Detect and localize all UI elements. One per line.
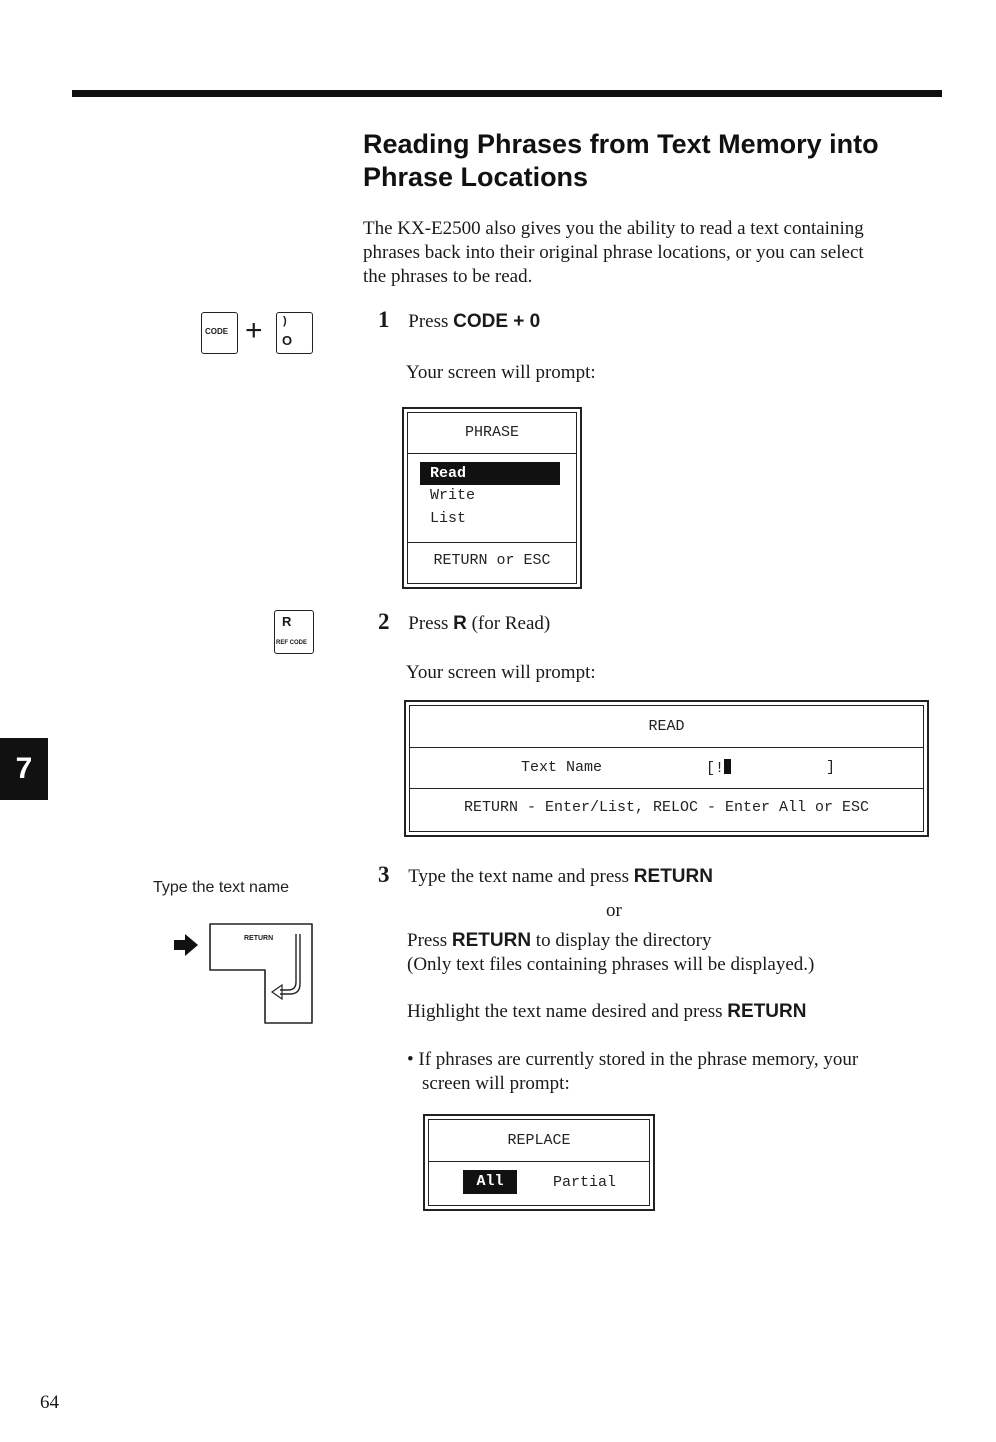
step-key: RETURN — [451, 930, 532, 951]
intro-line: The KX-E2500 also gives you the ability to read a text containing — [363, 218, 864, 239]
bullet-note-line-2: screen will prompt: — [422, 1073, 570, 1094]
intro-line: the phrases to be read. — [363, 266, 533, 287]
side-note: Type the text name — [153, 879, 290, 896]
r-key-icon — [274, 610, 314, 654]
text-name-input[interactable] — [706, 759, 731, 777]
step-number: 2 — [378, 609, 390, 634]
read-screen-field-row — [410, 748, 923, 789]
step-3-line-2 — [407, 929, 712, 953]
menu-item-list[interactable]: List — [430, 510, 467, 527]
replace-screen — [423, 1114, 655, 1211]
step-2 — [378, 610, 550, 636]
read-screen — [404, 700, 929, 837]
bracket-open: [! — [706, 760, 725, 777]
title-line-2: Phrase Locations — [363, 162, 589, 192]
page-title — [363, 128, 953, 194]
cursor-icon — [724, 759, 731, 774]
step-3-line-3: (Only text files containing phrases will be displayed.) — [407, 954, 815, 975]
read-screen-title: READ — [410, 706, 923, 748]
step-key: RETURN — [727, 1001, 807, 1022]
phrase-menu-footer: RETURN or ESC — [433, 552, 551, 569]
r-key-bottom-label: REF CODE — [276, 640, 308, 646]
step-1-prompt: Your screen will prompt: — [406, 362, 596, 383]
phrase-menu-screen — [402, 407, 582, 589]
step-key-combo: CODE + 0 — [453, 311, 541, 332]
step-text: Press — [407, 930, 448, 951]
intro-paragraph — [363, 217, 953, 289]
step-1 — [378, 308, 540, 334]
step-number: 1 — [378, 307, 390, 332]
arrow-right-icon — [172, 933, 200, 957]
option-all[interactable]: All — [463, 1170, 517, 1194]
step-key: R — [453, 613, 467, 634]
zero-key-top-label: ) — [283, 315, 287, 327]
menu-item-read[interactable]: Read — [420, 462, 560, 485]
bullet-note — [407, 1048, 858, 1072]
or-text: or — [606, 900, 622, 921]
step-text: Type the text name and press — [408, 866, 630, 887]
step-text: Highlight the text name desired and press — [407, 1001, 723, 1022]
bullet-text: If phrases are currently stored in the phrase memory, your — [418, 1049, 859, 1070]
step-text: to display the directory — [535, 930, 712, 951]
step-3-line-4 — [407, 1000, 806, 1024]
code-key-icon — [201, 312, 238, 354]
step-number: 3 — [378, 862, 390, 887]
bullet-icon: • — [407, 1049, 414, 1070]
read-screen-footer: RETURN - Enter/List, RELOC - Enter All or ESC — [463, 799, 870, 816]
bracket-close: ] — [826, 759, 836, 776]
step-key: RETURN — [633, 866, 713, 887]
return-key-label: RETURN — [244, 935, 274, 942]
text-name-label: Text Name — [521, 759, 603, 776]
intro-line: phrases back into their original phrase locations, or you can select — [363, 242, 864, 263]
replace-options — [429, 1162, 649, 1204]
r-key-top-label: R — [282, 614, 292, 629]
code-key-label: CODE — [205, 327, 229, 336]
zero-key-icon — [276, 312, 313, 354]
step-3 — [378, 863, 713, 889]
step-2-prompt: Your screen will prompt: — [406, 662, 596, 683]
chapter-tab: 7 — [0, 738, 48, 800]
replace-screen-title: REPLACE — [429, 1120, 649, 1162]
page-number: 64 — [40, 1392, 59, 1413]
phrase-menu-title: PHRASE — [408, 413, 576, 454]
phrase-menu-list — [408, 454, 576, 543]
zero-key-bottom-label: O — [282, 333, 293, 348]
step-text: (for Read) — [471, 613, 551, 634]
return-key-icon — [208, 922, 316, 1026]
plus-sign: + — [245, 314, 263, 347]
header-rule — [72, 90, 942, 97]
menu-item-write[interactable]: Write — [430, 487, 476, 504]
step-text: Press — [408, 613, 449, 634]
step-text: Press — [408, 311, 449, 332]
title-line-1: Reading Phrases from Text Memory into — [363, 129, 879, 159]
option-partial[interactable]: Partial — [553, 1174, 617, 1191]
